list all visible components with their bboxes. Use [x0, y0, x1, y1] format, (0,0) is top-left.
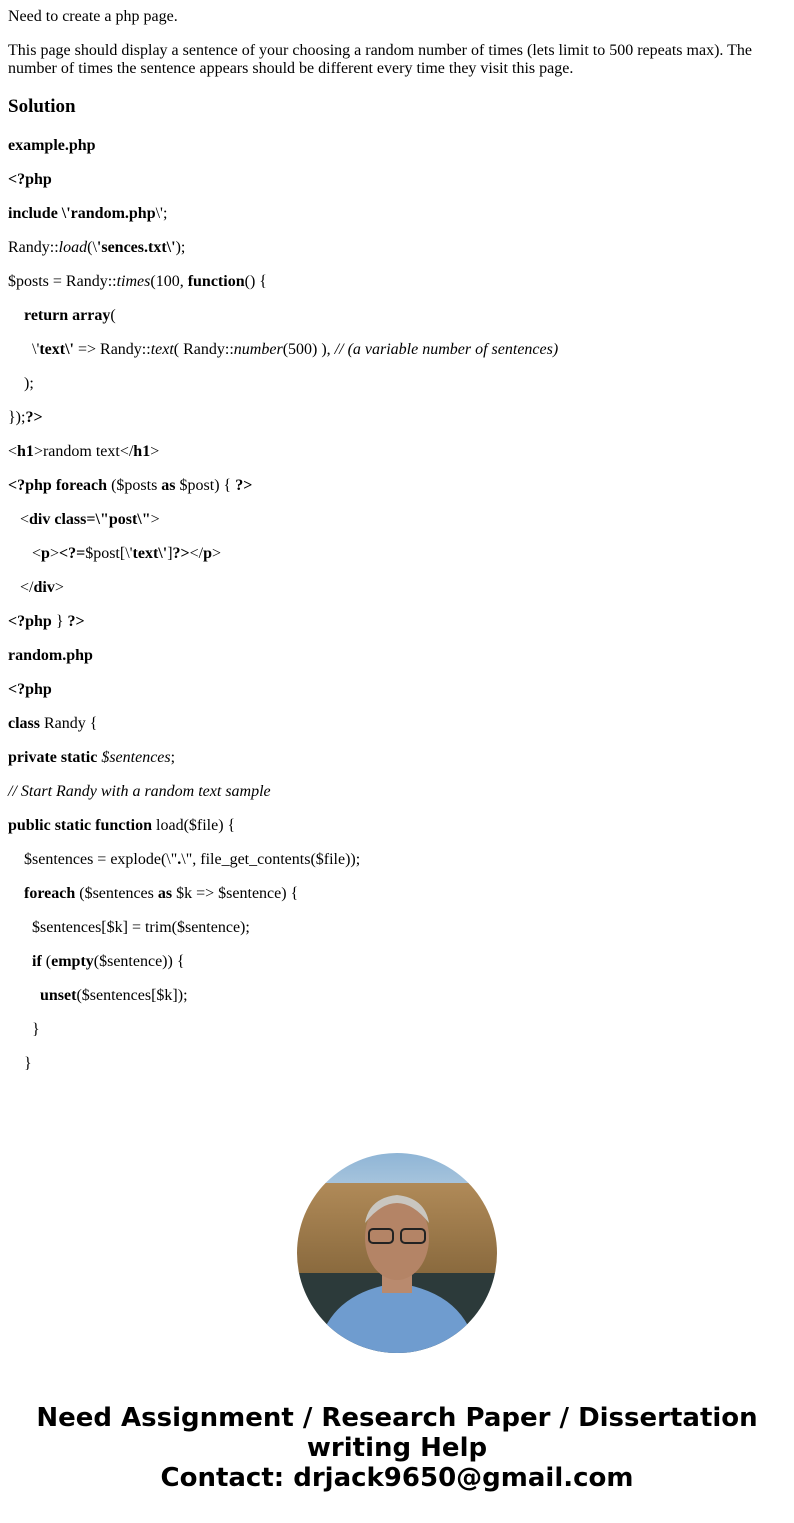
- code-token: >: [54, 579, 64, 596]
- code-token: <?php: [8, 613, 52, 630]
- code-line: [8, 987, 188, 1005]
- solution-heading: Solution: [8, 96, 76, 117]
- person-image: [297, 1153, 497, 1353]
- code-line: [8, 1055, 32, 1073]
- code-token: p: [41, 545, 50, 562]
- code-token: </: [189, 545, 204, 562]
- code-line: [8, 205, 167, 223]
- code-line: [8, 443, 159, 461]
- code-token: number: [233, 341, 283, 358]
- code-token: (500) ),: [282, 341, 335, 358]
- code-token: >: [150, 511, 160, 528]
- code-token: .: [177, 851, 182, 868]
- code-token: () {: [244, 273, 267, 290]
- code-token: <?=: [58, 545, 86, 562]
- code-token: [8, 987, 40, 1004]
- code-token: <: [8, 545, 42, 562]
- code-token: Randy::: [8, 239, 59, 256]
- code-token: times: [116, 273, 151, 290]
- code-token: $post) {: [175, 477, 236, 494]
- code-token: }: [51, 613, 68, 630]
- code-token: private static: [8, 749, 98, 766]
- code-token: ?>: [235, 477, 253, 494]
- code-line: [8, 715, 97, 733]
- code-token: ($posts: [107, 477, 162, 494]
- code-token: $sentences = explode(\": [8, 851, 178, 868]
- code-token: return array: [24, 307, 111, 324]
- code-token: text: [150, 341, 174, 358]
- footer-line: writing Help: [306, 1433, 488, 1463]
- code-token: }: [8, 1055, 32, 1072]
- code-token: $posts = Randy::: [8, 273, 117, 290]
- code-token: );: [175, 239, 186, 256]
- code-token: ?>: [67, 613, 85, 630]
- code-token: >random text</: [33, 443, 134, 460]
- code-token: <?php: [8, 681, 52, 698]
- code-line: [8, 749, 175, 767]
- code-line: [8, 375, 34, 393]
- code-line: [8, 273, 267, 291]
- code-token: p: [203, 545, 213, 562]
- code-token: Randy {: [40, 715, 98, 732]
- code-token: ($sentences: [75, 885, 158, 902]
- code-line: [8, 919, 250, 937]
- code-token: empty: [51, 953, 94, 970]
- code-token: text\': [132, 545, 168, 562]
- code-line: [8, 783, 271, 801]
- code-token: h1: [17, 443, 34, 460]
- author-photo: [297, 1153, 497, 1353]
- code-token: div class=\"post\": [29, 511, 151, 528]
- code-token: $sentences[$k] = trim($sentence);: [8, 919, 250, 936]
- code-token: $k => $sentence) {: [172, 885, 299, 902]
- code-token: });: [8, 409, 26, 426]
- code-token: load: [58, 239, 88, 256]
- code-token: h1: [133, 443, 151, 460]
- code-token: >: [49, 545, 59, 562]
- code-token: [8, 885, 24, 902]
- code-token: load($file) {: [152, 817, 236, 834]
- code-token: <: [8, 443, 18, 460]
- code-token: \';: [155, 205, 168, 222]
- code-line: [8, 511, 160, 529]
- code-token: >: [150, 443, 160, 460]
- code-token: function: [187, 273, 245, 290]
- code-token: ;: [170, 749, 176, 766]
- code-token: include \'random.php: [8, 205, 156, 222]
- code-line: [8, 579, 64, 597]
- code-token: $sentences: [101, 749, 171, 766]
- code-token: $post[\': [85, 545, 133, 562]
- intro-description: This page should display a sentence of your choosing a random number of times (lets limit to 500 repeats max). The number of times the sentence appears should be different every time they visit this page.: [8, 42, 752, 77]
- code-line: [8, 137, 96, 155]
- code-line: [8, 613, 85, 631]
- code-token: random.php: [8, 647, 93, 664]
- code-token: (: [110, 307, 116, 324]
- code-token: [8, 307, 24, 324]
- code-token: ]: [167, 545, 173, 562]
- code-token: as: [161, 477, 176, 494]
- code-line: [8, 647, 93, 665]
- code-line: [8, 341, 558, 359]
- code-line: [8, 307, 116, 325]
- code-token: ?>: [172, 545, 190, 562]
- contact-email: Contact: drjack9650@gmail.com: [160, 1463, 634, 1493]
- code-line: [8, 1021, 40, 1039]
- code-line: [8, 239, 185, 257]
- code-token: foreach: [24, 885, 76, 902]
- code-token: );: [8, 375, 34, 392]
- code-token: }: [8, 1021, 40, 1038]
- code-token: (100,: [150, 273, 188, 290]
- code-token: <?php foreach: [8, 477, 108, 494]
- code-token: (: [41, 953, 52, 970]
- code-token: [8, 953, 32, 970]
- code-line: [8, 953, 185, 971]
- code-token: // Start Randy with a random text sample: [8, 783, 271, 800]
- code-token: </: [8, 579, 34, 596]
- code-token: class: [8, 715, 40, 732]
- code-token: 'sences.txt\': [96, 239, 176, 256]
- code-token: unset: [40, 987, 77, 1004]
- code-token: as: [157, 885, 173, 902]
- code-token: (\: [87, 239, 97, 256]
- code-token: ?>: [25, 409, 43, 426]
- code-token: => Randy::: [73, 341, 151, 358]
- code-token: public static function: [8, 817, 153, 834]
- code-line: [8, 851, 360, 869]
- code-line: [8, 545, 221, 563]
- contact-banner: [0, 1403, 794, 1493]
- code-token: ( Randy::: [173, 341, 234, 358]
- code-token: text\': [39, 341, 74, 358]
- code-line: [8, 409, 43, 427]
- code-token: div: [33, 579, 55, 596]
- footer-line: Need Assignment / Research Paper / Dissertation: [36, 1403, 758, 1433]
- code-token: ($sentences[$k]);: [76, 987, 188, 1004]
- code-line: [8, 477, 252, 495]
- code-token: // (a variable number of sentences): [334, 341, 559, 358]
- code-line: [8, 817, 235, 835]
- code-line: [8, 681, 52, 699]
- code-token: >: [212, 545, 222, 562]
- code-token: <: [8, 511, 30, 528]
- code-token: \': [8, 341, 40, 358]
- code-line: [8, 885, 298, 903]
- code-token: \", file_get_contents($file));: [181, 851, 361, 868]
- code-token: if: [32, 953, 42, 970]
- code-line: [8, 171, 52, 189]
- code-token: example.php: [8, 137, 96, 154]
- intro-line: Need to create a php page.: [8, 8, 178, 25]
- code-token: <?php: [8, 171, 52, 188]
- code-token: ($sentence)) {: [93, 953, 185, 970]
